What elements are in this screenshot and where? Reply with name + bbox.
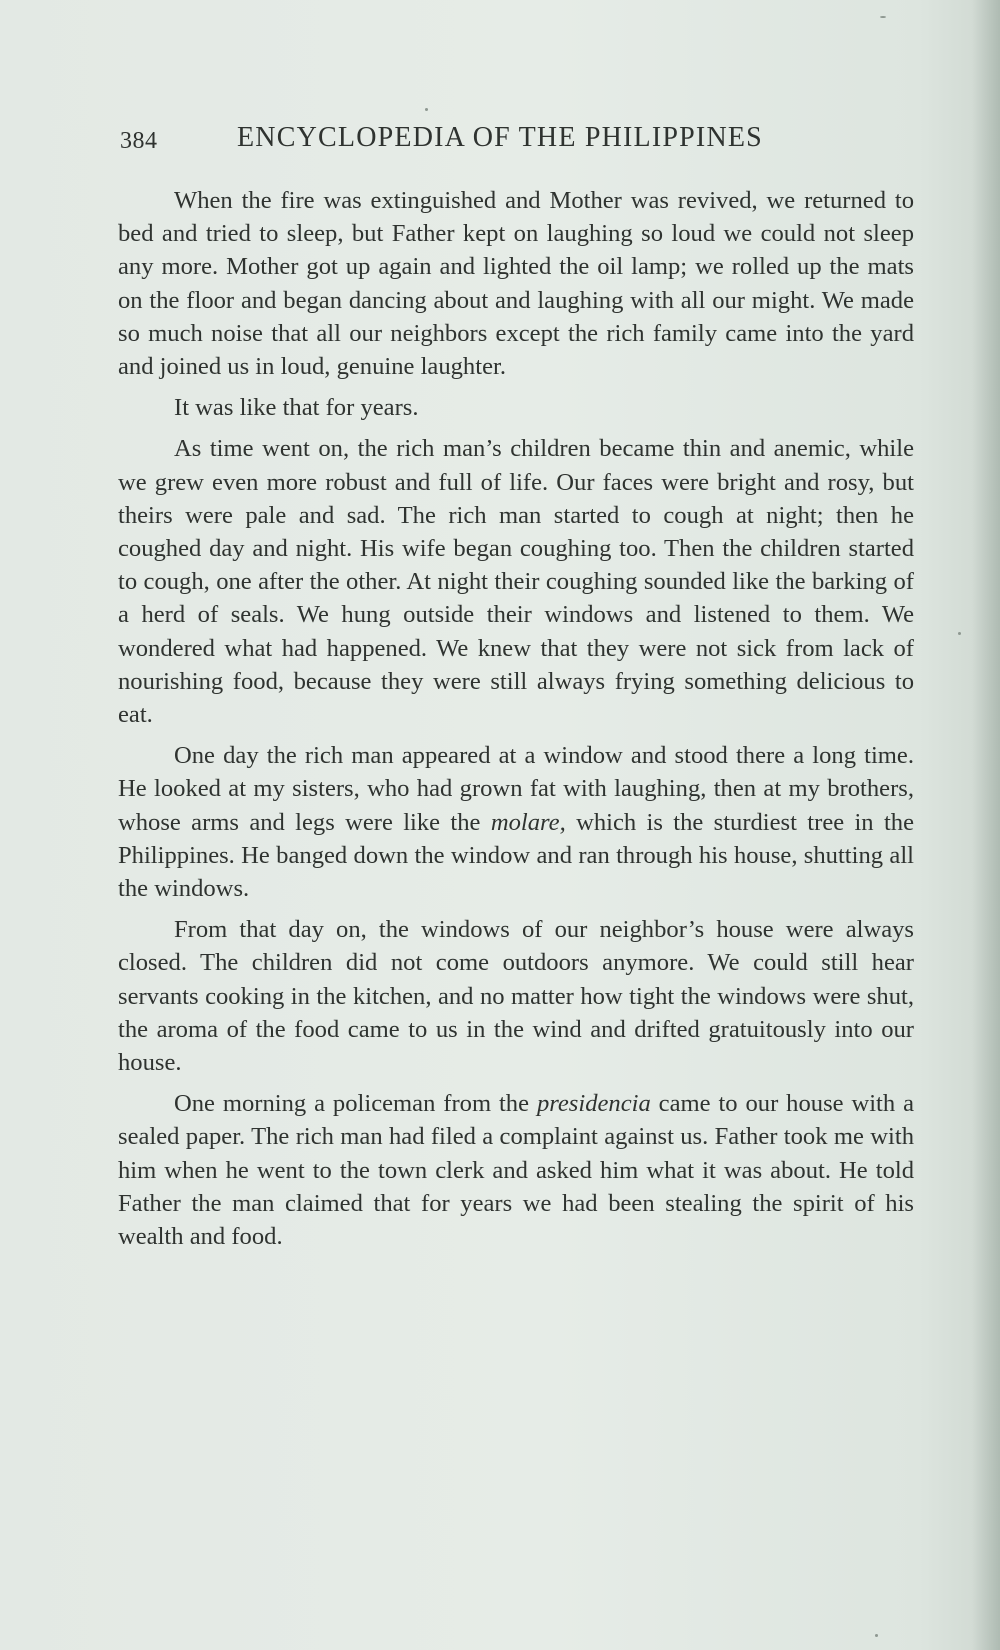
paper-speck: [875, 1634, 878, 1637]
running-title: ENCYCLOPEDIA OF THE PHILIPPINES: [237, 122, 763, 153]
page-number: 384: [120, 128, 158, 154]
page-edge-shadow: [972, 0, 1000, 1650]
italic-term-molare: molare,: [490, 808, 566, 836]
page-header: [120, 122, 910, 162]
paragraph-rich-man-at-window: [118, 739, 914, 905]
paragraph-windows-closed: [118, 913, 914, 1079]
paper-speck: [958, 632, 961, 635]
paragraph-text: From that day on, the windows of our neighbor’s house were always closed. The children did not come outdoors anymore. We could still hear servants cooking in the kitchen, and no matter how tight the windows were shut, the aroma of the food came to us in the wind and drifted gratuitously into our house.: [118, 916, 914, 1077]
paragraph-text: As time went on, the rich man’s children became thin and anemic, while we grew even more robust and full of life. Our faces were bright and rosy, but theirs were pale and sad. The rich man started to cough at night; then he coughed day and night. His wife began coughing too. Then the children started to cough, one after the other. At night their coughing sounded like the barking of a herd of seals. We hung outside their windows and listened to them. We wondered what had happened. We knew that they were not sick from lack of nourishing food, because they were still always frying something delicious to eat.: [118, 435, 914, 729]
paper-speck: [425, 108, 428, 111]
body-text: [118, 184, 914, 1261]
paragraph-text: One day the rich man appeared at a window and stood there a long time. He looked at my sisters, who had grown fat with laughing, then at my brothers, whose arms and legs were like the: [118, 742, 914, 836]
paragraph-like-that-for-years: [118, 391, 914, 424]
paragraph-text: It was like that for years.: [174, 394, 419, 422]
paragraph-fire-extinguished: [118, 184, 914, 383]
paragraph-text-continued: which is the sturdiest tree in the Philippines. He banged down the window and ran through his house, shutting all the windows.: [118, 808, 914, 903]
paragraph-text: One morning a policeman from the: [174, 1090, 537, 1118]
paper-speck: [880, 16, 886, 18]
italic-term-presidencia: presidencia: [536, 1090, 651, 1118]
paragraph-text-continued: came to our house with a sealed paper. The rich man had filed a complaint against us. Father took me with him when he went to the town clerk and asked him what it was about. He told Father the man claimed that for years we had been stealing the spirit of his wealth and food.: [118, 1090, 914, 1251]
paragraph-children-became-thin: [118, 432, 914, 731]
paragraph-policeman-sealed-paper: [118, 1087, 914, 1253]
paragraph-text: When the fire was extinguished and Mother was revived, we returned to bed and tried to sleep, but Father kept on laughing so loud we could not sleep any more. Mother got up again and lighted the oil lamp; we rolled up the mats on the floor and began dancing about and laughing with all our might. We made so much noise that all our neighbors except the rich family came into the yard and joined us in loud, genuine laughter.: [118, 187, 914, 381]
